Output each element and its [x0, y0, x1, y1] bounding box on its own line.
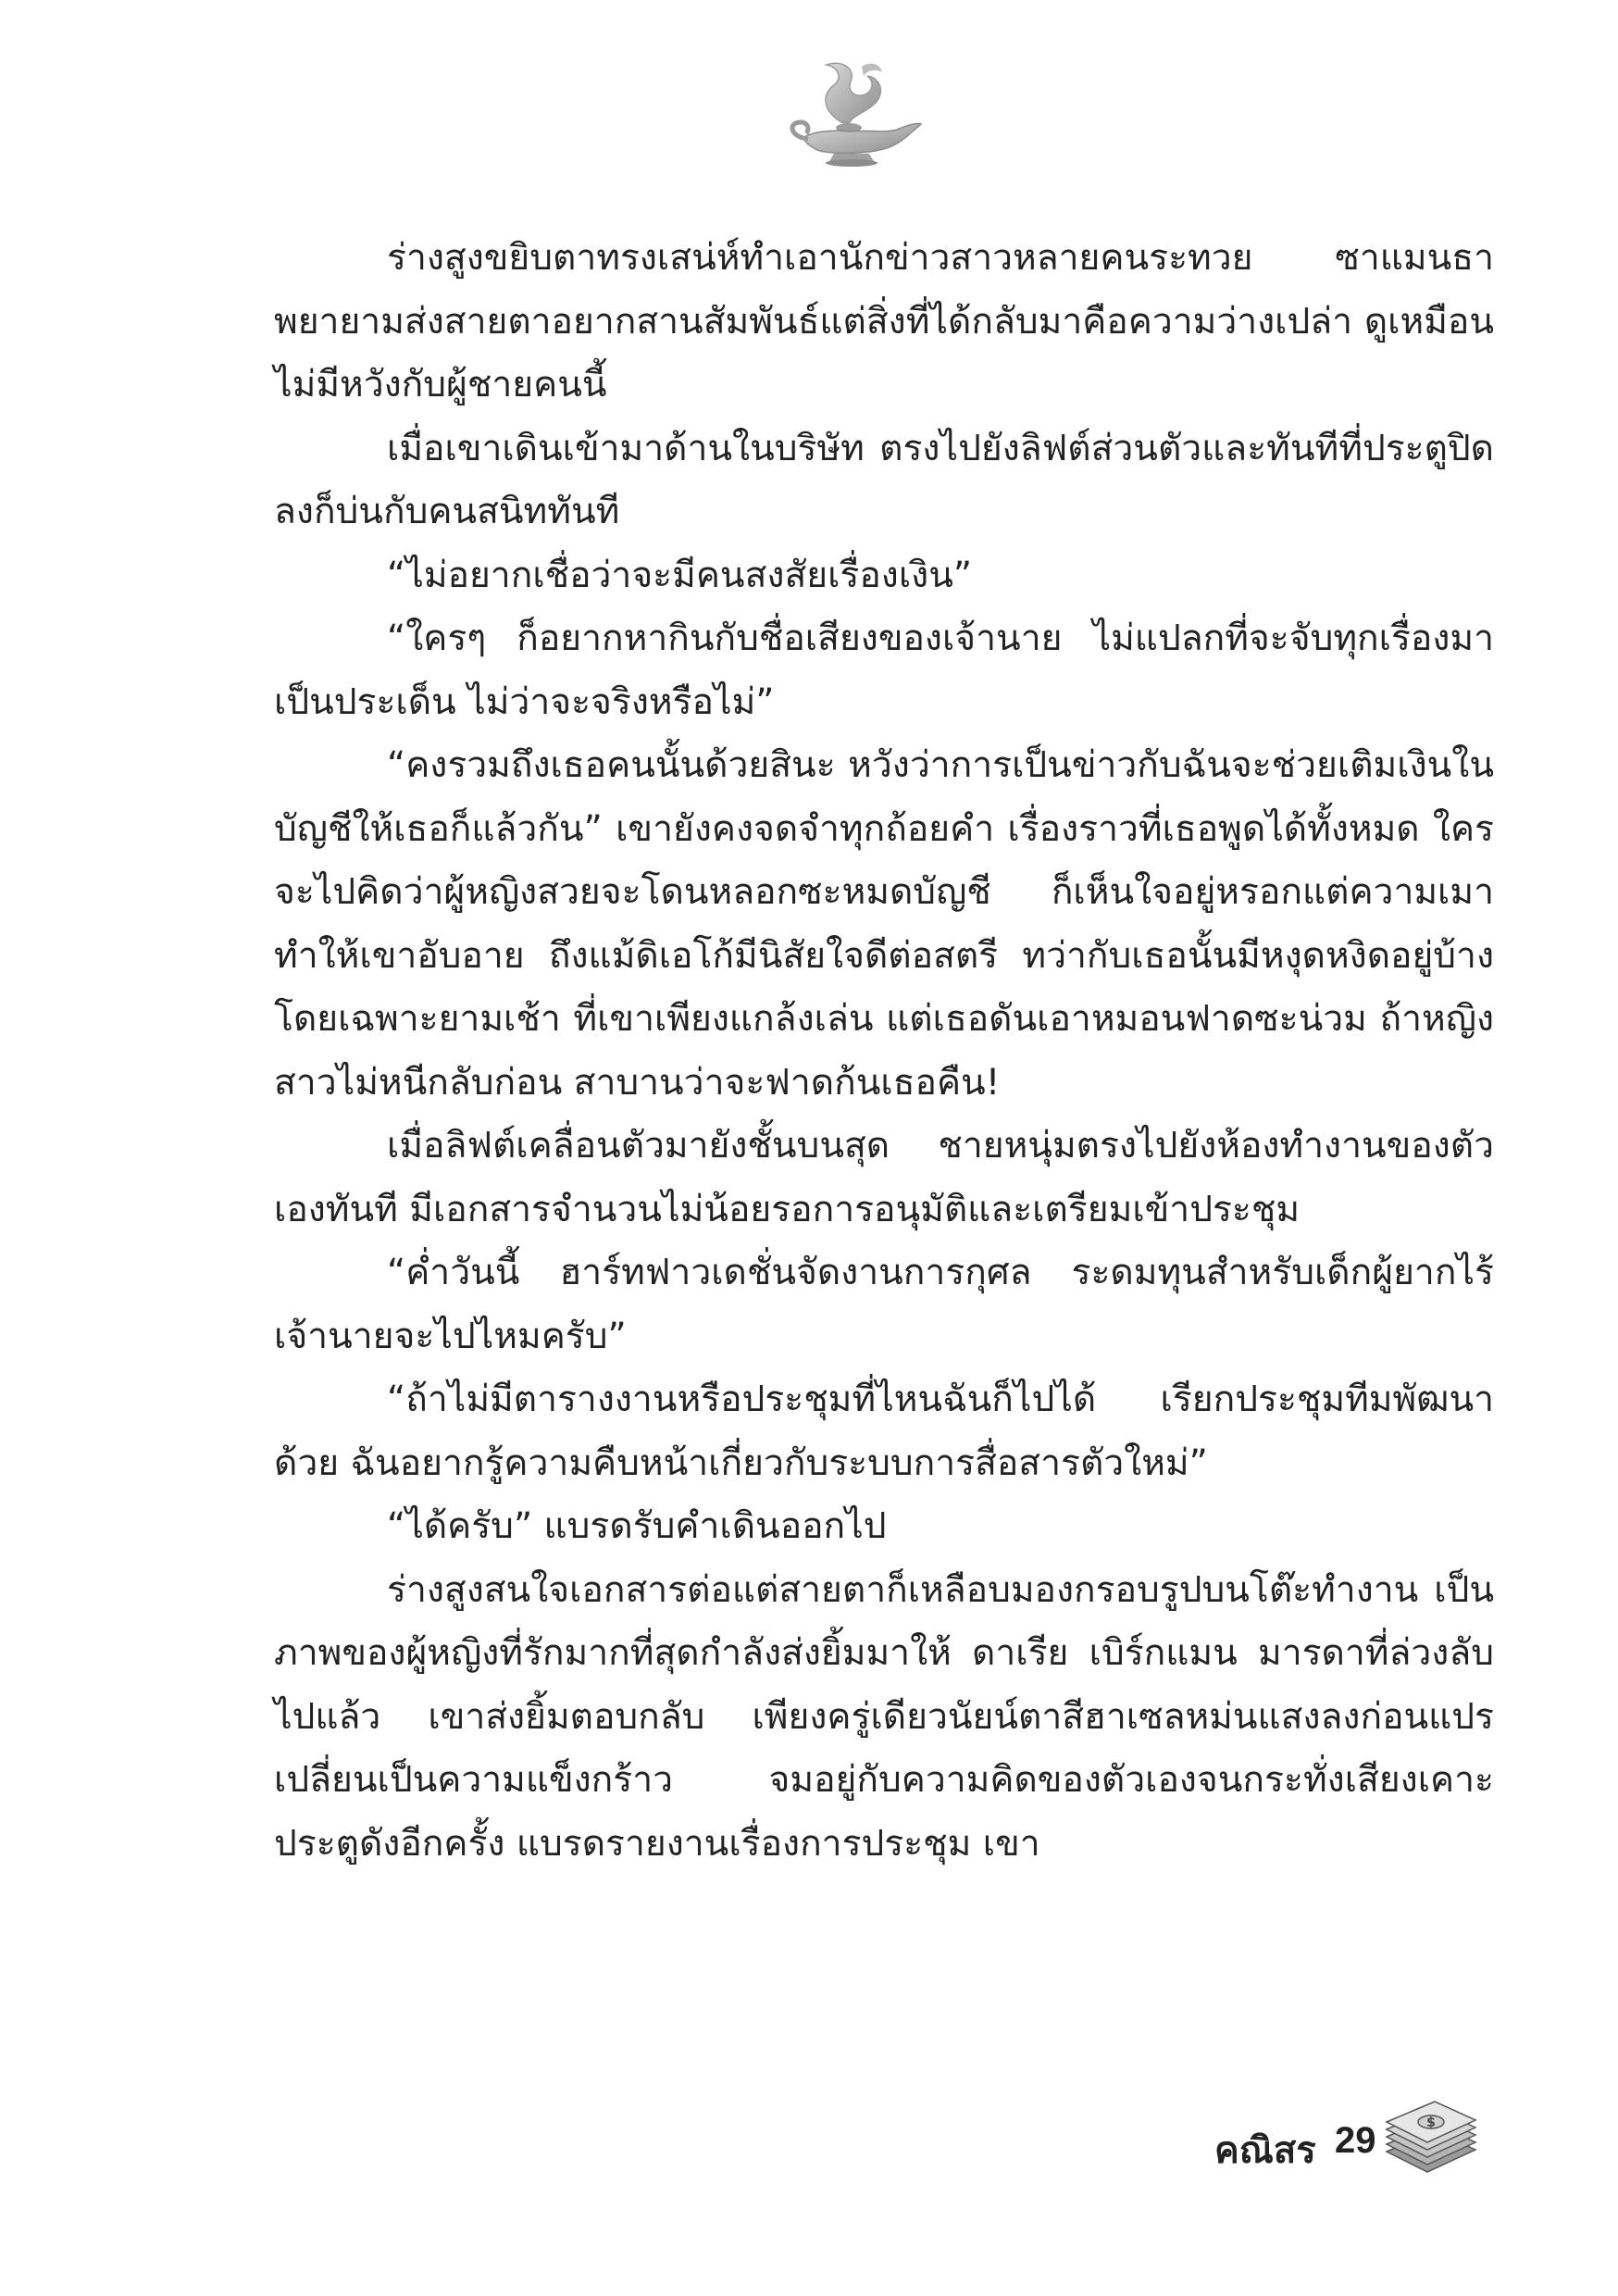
page-footer	[1194, 2094, 1472, 2187]
dialogue-paragraph: “ถ้าไม่มีตารางงานหรือประชุมที่ไหนฉันก็ไปได้ เรียกประชุมทีมพัฒนาด้วย ฉันอยากรู้ความคืบหน้าเกี่ยวกับระบบการสื่อสารตัวใหม่”	[274, 1379, 1494, 1484]
genie-lamp-icon	[777, 57, 925, 167]
dialogue-paragraph: “ไม่อยากเชื่อว่าจะมีคนสงสัยเรื่องเงิน”	[387, 554, 973, 596]
book-title: คณิสร	[1214, 2129, 1316, 2172]
paragraph: ร่างสูงสนใจเอกสารต่อแต่สายตาก็เหลือบมองกรอบรูปบนโต๊ะทำงาน เป็นภาพของผู้หญิงที่รักมากที่สุดกำลังส่งยิ้มมาให้ ดาเรีย เบิร์กแมน มารดาที่ล่วงลับไปแล้ว เขาส่งยิ้มตอบกลับ เพียงครู่เดียวนัยน์ตาสีฮาเซลหม่นแสงลงก่อนแปรเปลี่ยนเป็นความแข็งกร้าว จมอยู่กับความคิดของตัวเองจนกระทั่งเสียงเคาะประตูดังอีกครั้ง แบรดรายงานเรื่องการประชุม เขา	[274, 1568, 1494, 1865]
paragraph: ร่างสูงขยิบตาทรงเสน่ห์ทำเอานักข่าวสาวหลายคนระทวย ซาแมนธาพยายามส่งสายตาอยากสานสัมพันธ์แต่สิ่งที่ได้กลับมาคือความว่างเปล่า ดูเหมือนไม่มีหวังกับผู้ชายคนนี้	[274, 237, 1494, 406]
dialogue-paragraph: “คงรวมถึงเธอคนนั้นด้วยสินะ หวังว่าการเป็นข่าวกับฉันจะช่วยเติมเงินในบัญชีให้เธอก็แล้วกัน” เขายังคงจดจำทุกถ้อยคำ เรื่องราวที่เธอพูดได้ทั้งหมด ใครจะไปคิดว่าผู้หญิงสวยจะโดนหลอกซะหมดบัญชี ก็เห็นใจอยู่หรอกแต่ความเมาทำให้เขาอับอาย ถึงแม้ดิเอโก้มีนิสัยใจดีต่อสตรี ทว่ากับเธอนั้นมีหงุดหงิดอยู่บ้าง โดยเฉพาะยามเช้า ที่เขาเพียงแกล้งเล่น แต่เธอดันเอาหมอนฟาดซะน่วม ถ้าหญิงสาวไม่หนีกลับก่อน สาบานว่าจะฟาดก้นเธอคืน!	[274, 744, 1494, 1104]
money-stack-icon	[1379, 2094, 1481, 2177]
chapter-body	[274, 227, 1494, 1876]
dialogue-paragraph: “ค่ำวันนี้ ฮาร์ทฟาวเดชั่นจัดงานการกุศล ระดมทุนสำหรับเด็กผู้ยากไร้ เจ้านายจะไปไหมครับ”	[274, 1252, 1494, 1357]
paragraph: เมื่อเขาเดินเข้ามาด้านในบริษัท ตรงไปยังลิฟต์ส่วนตัวและทันทีที่ประตูปิดลงก็บ่นกับคนสนิททันที	[274, 427, 1494, 532]
dialogue-paragraph: “ได้ครับ” แบรดรับคำเดินออกไป	[387, 1505, 887, 1547]
paragraph: เมื่อลิฟต์เคลื่อนตัวมายังชั้นบนสุด ชายหนุ่มตรงไปยังห้องทำงานของตัวเองทันที มีเอกสารจำนวนไม่น้อยรอการอนุมัติและเตรียมเข้าประชุม	[274, 1125, 1494, 1230]
svg-text:$: $	[1426, 2115, 1436, 2130]
dialogue-paragraph: “ใครๆ ก็อยากหากินกับชื่อเสียงของเจ้านาย ไม่แปลกที่จะจับทุกเรื่องมาเป็นประเด็น ไม่ว่าจะจริงหรือไม่”	[274, 618, 1494, 723]
page-number: 29	[1335, 2120, 1376, 2161]
